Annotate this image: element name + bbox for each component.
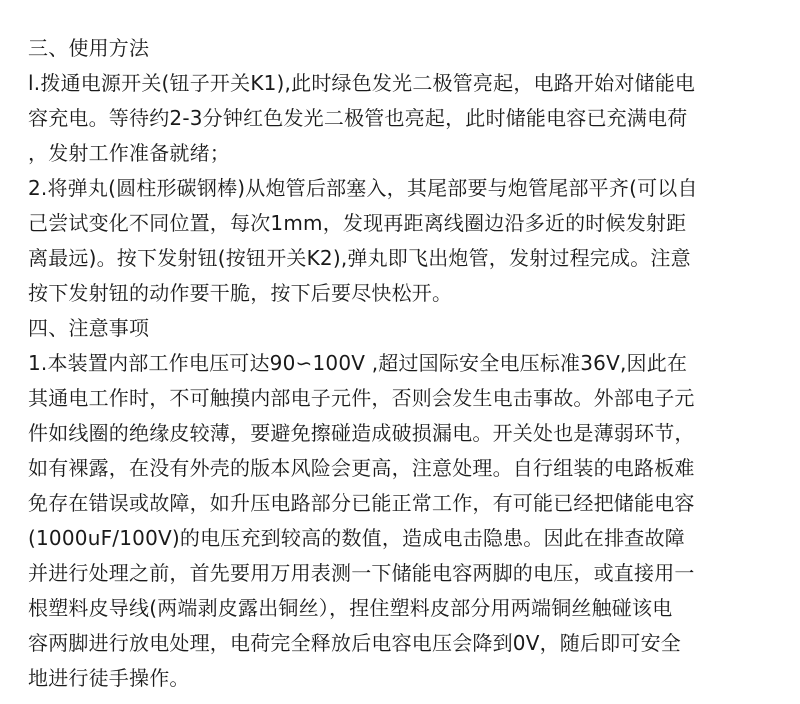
paragraph-line: (1000uF/100V)的电压充到较高的数值，造成电击隐患。因此在排查故障 (28, 526, 685, 550)
paragraph-line: 1.本装置内部工作电压可达90∽100V ,超过国际安全电压标准36V,因此在 (28, 351, 688, 375)
paragraph-line: 地进行徒手操作。 (28, 666, 190, 690)
paragraph-line: 并进行处理之前，首先要用万用表测一下储能电容两脚的电压，或直接用一 (28, 561, 695, 585)
paragraph-line: 按下发射钮的动作要干脆，按下后要尽快松开。 (28, 281, 453, 305)
paragraph-line: 容充电。等待约2-3分钟红色发光二极管也亮起，此时储能电容已充满电荷 (28, 106, 688, 130)
paragraph-line: 件如线圈的绝缘皮较薄，要避免擦碰造成破损漏电。开关处也是薄弱环节， (28, 421, 695, 445)
paragraph-line: 2.将弹丸(圆柱形碳钢棒)从炮管后部塞入，其尾部要与炮管尾部平齐(可以自 (28, 176, 698, 200)
paragraph-line: 离最远)。按下发射钮(按钮开关K2),弹丸即飞出炮管，发射过程完成。注意 (28, 246, 691, 270)
paragraph-line: 其通电工作时，不可触摸内部电子元件，否则会发生电击事故。外部电子元 (28, 386, 695, 410)
paragraph-line: 如有裸露，在没有外壳的版本风险会更高，注意处理。自行组装的电路板难 (28, 456, 695, 480)
section-heading-precautions: 四、注意事项 (28, 316, 150, 340)
paragraph-line: 容两脚进行放电处理，电荷完全释放后电容电压会降到0V，随后即可安全 (28, 631, 682, 655)
paragraph-line: l.拨通电源开关(钮子开关K1),此时绿色发光二极管亮起，电路开始对储能电 (28, 71, 696, 95)
paragraph-line: 免存在错误或故障，如升压电路部分已能正常工作，有可能已经把储能电容 (28, 491, 695, 515)
paragraph-line: 己尝试变化不同位置，每次1mm，发现再距离线圈边沿多近的时候发射距 (28, 211, 687, 235)
paragraph-line: 根塑料皮导线(两端剥皮露出铜丝），捏住塑料皮部分用两端铜丝触碰该电 (28, 596, 673, 620)
document-body (28, 31, 788, 696)
paragraph-line: ，发射工作准备就绪； (28, 141, 230, 165)
section-heading-usage: 三、使用方法 (28, 36, 150, 60)
